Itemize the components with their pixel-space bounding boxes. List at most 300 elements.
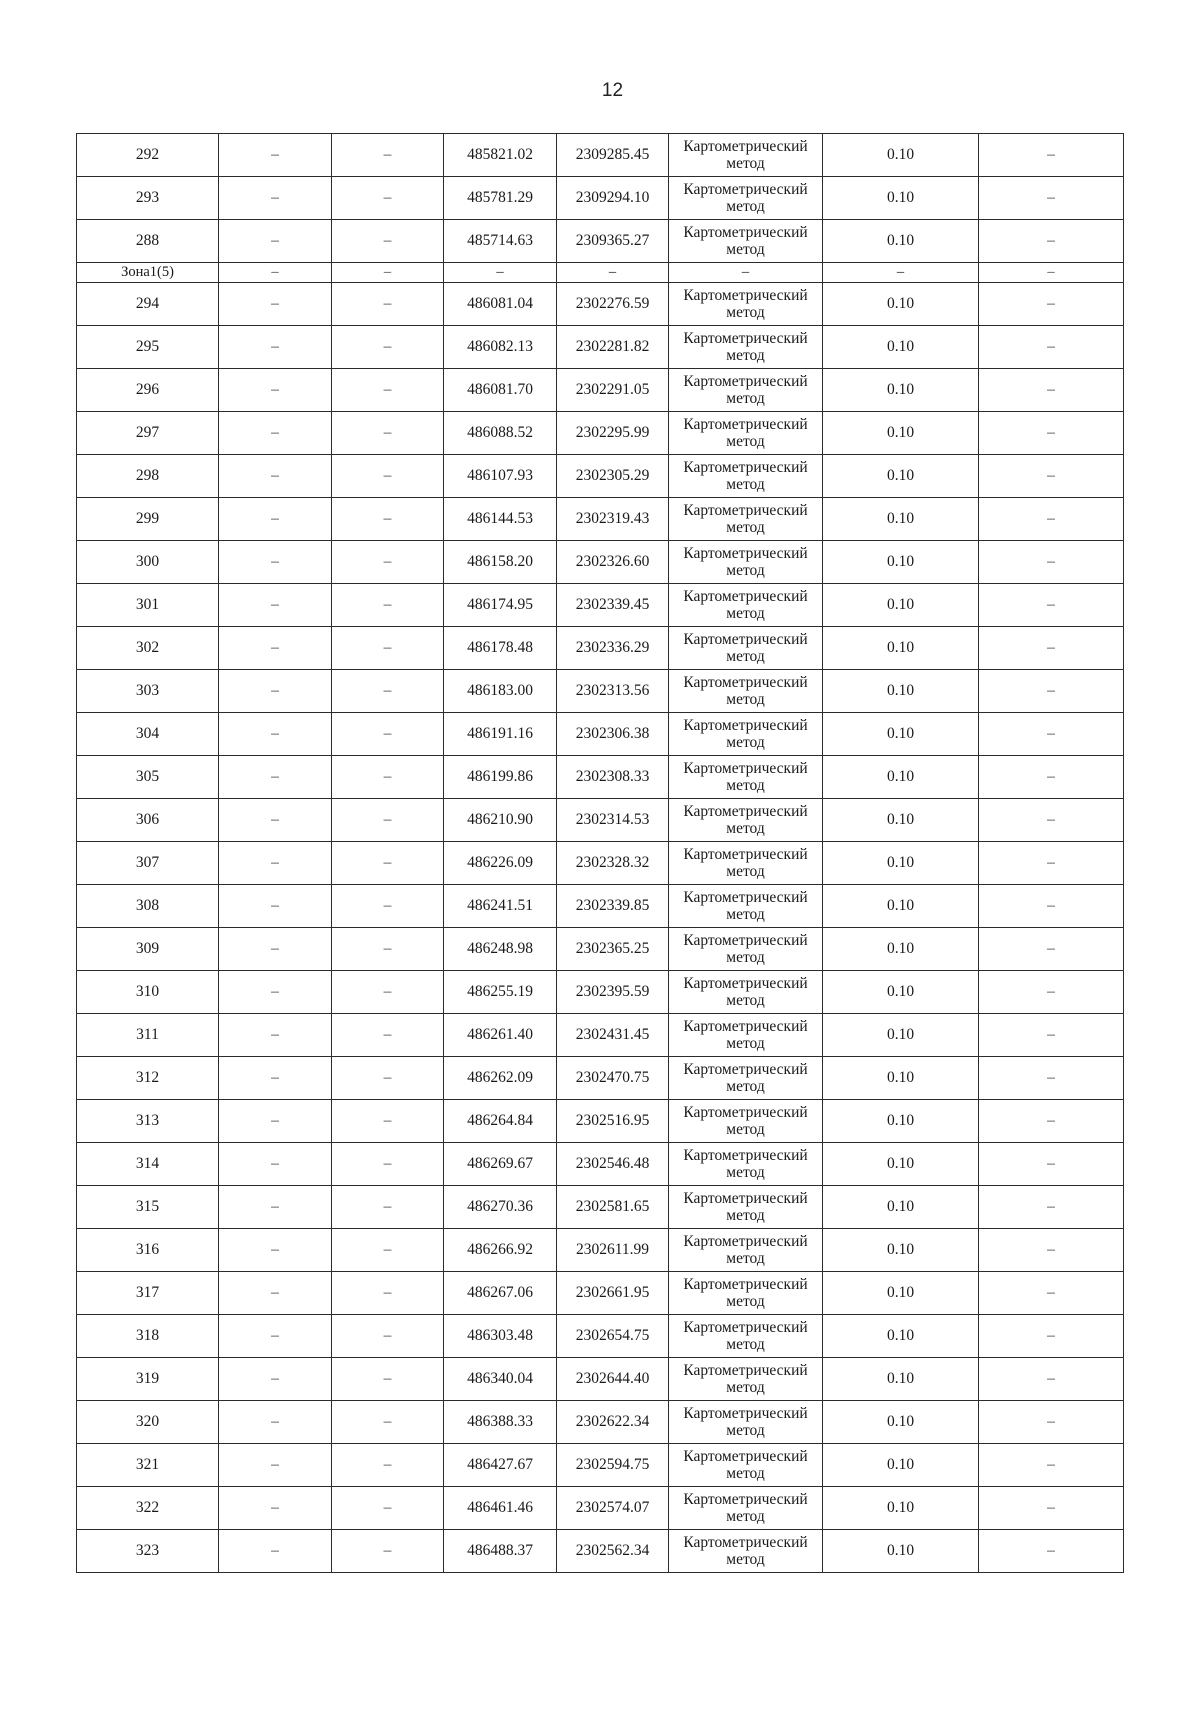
empty-cell: – [979,584,1124,627]
method-cell: – [669,263,823,283]
empty-cell: – [979,326,1124,369]
method-cell: Картометрический метод [669,713,823,756]
table-row [77,220,1124,263]
empty-cell: – [219,713,332,756]
empty-cell: – [219,369,332,412]
y-coordinate-cell: 2309294.10 [557,177,669,220]
y-coordinate-cell: 2302516.95 [557,1100,669,1143]
table-row [77,971,1124,1014]
method-cell: Картометрический метод [669,627,823,670]
accuracy-cell: 0.10 [823,1358,979,1401]
y-coordinate-cell: 2302291.05 [557,369,669,412]
y-coordinate-cell: 2302622.34 [557,1401,669,1444]
table-row [77,1057,1124,1100]
empty-cell: – [219,326,332,369]
table-row [77,842,1124,885]
x-coordinate-cell: 486269.67 [444,1143,557,1186]
method-cell: Картометрический метод [669,670,823,713]
method-cell: Картометрический метод [669,1358,823,1401]
table-row [77,584,1124,627]
x-coordinate-cell: 486199.86 [444,756,557,799]
y-coordinate-cell: 2302313.56 [557,670,669,713]
table-row [77,498,1124,541]
y-coordinate-cell: 2302574.07 [557,1487,669,1530]
empty-cell: – [219,1272,332,1315]
empty-cell: – [979,1143,1124,1186]
method-cell: Картометрический метод [669,1487,823,1530]
empty-cell: – [219,412,332,455]
table-row [77,177,1124,220]
table-row [77,541,1124,584]
x-coordinate-cell: 486178.48 [444,627,557,670]
x-coordinate-cell: 486255.19 [444,971,557,1014]
empty-cell: – [979,627,1124,670]
y-coordinate-cell: 2302276.59 [557,283,669,326]
empty-cell: – [979,1229,1124,1272]
x-coordinate-cell: 486264.84 [444,1100,557,1143]
accuracy-cell: – [823,263,979,283]
empty-cell: – [332,670,444,713]
empty-cell: – [979,928,1124,971]
empty-cell: – [979,541,1124,584]
zone-row [77,263,1124,283]
empty-cell: – [332,541,444,584]
point-number-cell: 297 [77,412,219,455]
empty-cell: – [219,263,332,283]
empty-cell: – [979,1057,1124,1100]
y-coordinate-cell: 2302314.53 [557,799,669,842]
point-number-cell: 288 [77,220,219,263]
page-number: 12 [601,80,624,101]
empty-cell: – [332,1401,444,1444]
coordinates-table [76,133,1124,1573]
point-number-cell: 303 [77,670,219,713]
accuracy-cell: 0.10 [823,1057,979,1100]
point-number-cell: 305 [77,756,219,799]
x-coordinate-cell: – [444,263,557,283]
x-coordinate-cell: 486088.52 [444,412,557,455]
empty-cell: – [979,1014,1124,1057]
x-coordinate-cell: 486427.67 [444,1444,557,1487]
empty-cell: – [219,584,332,627]
empty-cell: – [332,627,444,670]
y-coordinate-cell: 2302365.25 [557,928,669,971]
method-cell: Картометрический метод [669,1530,823,1573]
empty-cell: – [219,177,332,220]
accuracy-cell: 0.10 [823,220,979,263]
empty-cell: – [979,498,1124,541]
table-row [77,1487,1124,1530]
empty-cell: – [979,799,1124,842]
table-row [77,1315,1124,1358]
x-coordinate-cell: 486158.20 [444,541,557,584]
empty-cell: – [979,971,1124,1014]
empty-cell: – [332,134,444,177]
y-coordinate-cell: 2302654.75 [557,1315,669,1358]
empty-cell: – [219,541,332,584]
x-coordinate-cell: 486210.90 [444,799,557,842]
table-row [77,1401,1124,1444]
y-coordinate-cell: 2302295.99 [557,412,669,455]
method-cell: Картометрический метод [669,177,823,220]
empty-cell: – [979,177,1124,220]
empty-cell: – [332,412,444,455]
empty-cell: – [332,756,444,799]
accuracy-cell: 0.10 [823,928,979,971]
table-row [77,1444,1124,1487]
table-row [77,412,1124,455]
x-coordinate-cell: 486081.04 [444,283,557,326]
x-coordinate-cell: 486461.46 [444,1487,557,1530]
accuracy-cell: 0.10 [823,1014,979,1057]
point-number-cell: Зона1(5) [77,263,219,283]
empty-cell: – [219,670,332,713]
method-cell: Картометрический метод [669,799,823,842]
empty-cell: – [979,1401,1124,1444]
empty-cell: – [979,1272,1124,1315]
point-number-cell: 312 [77,1057,219,1100]
point-number-cell: 321 [77,1444,219,1487]
x-coordinate-cell: 486107.93 [444,455,557,498]
x-coordinate-cell: 486226.09 [444,842,557,885]
method-cell: Картометрический метод [669,412,823,455]
point-number-cell: 323 [77,1530,219,1573]
accuracy-cell: 0.10 [823,885,979,928]
empty-cell: – [219,627,332,670]
method-cell: Картометрический метод [669,1057,823,1100]
point-number-cell: 309 [77,928,219,971]
point-number-cell: 310 [77,971,219,1014]
method-cell: Картометрический метод [669,971,823,1014]
method-cell: Картометрический метод [669,369,823,412]
empty-cell: – [219,885,332,928]
method-cell: Картометрический метод [669,134,823,177]
empty-cell: – [219,1186,332,1229]
method-cell: Картометрический метод [669,1014,823,1057]
empty-cell: – [979,885,1124,928]
y-coordinate-cell: 2309285.45 [557,134,669,177]
empty-cell: – [219,799,332,842]
empty-cell: – [979,1315,1124,1358]
table-row [77,1229,1124,1272]
accuracy-cell: 0.10 [823,1272,979,1315]
empty-cell: – [219,283,332,326]
table-row [77,1186,1124,1229]
empty-cell: – [979,263,1124,283]
empty-cell: – [979,1100,1124,1143]
empty-cell: – [332,584,444,627]
method-cell: Картометрический метод [669,584,823,627]
x-coordinate-cell: 486303.48 [444,1315,557,1358]
method-cell: Картометрический метод [669,885,823,928]
point-number-cell: 315 [77,1186,219,1229]
empty-cell: – [332,326,444,369]
empty-cell: – [219,928,332,971]
y-coordinate-cell: 2302328.32 [557,842,669,885]
empty-cell: – [979,369,1124,412]
x-coordinate-cell: 485821.02 [444,134,557,177]
empty-cell: – [219,1530,332,1573]
method-cell: Картометрический метод [669,842,823,885]
table-row [77,1143,1124,1186]
x-coordinate-cell: 486082.13 [444,326,557,369]
empty-cell: – [332,263,444,283]
x-coordinate-cell: 486267.06 [444,1272,557,1315]
accuracy-cell: 0.10 [823,326,979,369]
table-body [77,134,1124,1573]
empty-cell: – [979,1186,1124,1229]
empty-cell: – [219,134,332,177]
accuracy-cell: 0.10 [823,134,979,177]
empty-cell: – [979,412,1124,455]
empty-cell: – [979,713,1124,756]
y-coordinate-cell: 2302306.38 [557,713,669,756]
x-coordinate-cell: 486144.53 [444,498,557,541]
x-coordinate-cell: 486081.70 [444,369,557,412]
empty-cell: – [332,1444,444,1487]
method-cell: Картометрический метод [669,1272,823,1315]
accuracy-cell: 0.10 [823,1100,979,1143]
x-coordinate-cell: 486174.95 [444,584,557,627]
empty-cell: – [332,220,444,263]
table-row [77,1272,1124,1315]
point-number-cell: 306 [77,799,219,842]
point-number-cell: 293 [77,177,219,220]
empty-cell: – [979,670,1124,713]
x-coordinate-cell: 486261.40 [444,1014,557,1057]
accuracy-cell: 0.10 [823,1229,979,1272]
point-number-cell: 311 [77,1014,219,1057]
point-number-cell: 320 [77,1401,219,1444]
table-row [77,1100,1124,1143]
point-number-cell: 313 [77,1100,219,1143]
empty-cell: – [332,971,444,1014]
accuracy-cell: 0.10 [823,1315,979,1358]
point-number-cell: 314 [77,1143,219,1186]
accuracy-cell: 0.10 [823,283,979,326]
accuracy-cell: 0.10 [823,541,979,584]
y-coordinate-cell: 2309365.27 [557,220,669,263]
table-row [77,885,1124,928]
method-cell: Картометрический метод [669,455,823,498]
empty-cell: – [332,1057,444,1100]
empty-cell: – [219,1401,332,1444]
y-coordinate-cell: 2302562.34 [557,1530,669,1573]
empty-cell: – [332,1315,444,1358]
x-coordinate-cell: 486262.09 [444,1057,557,1100]
empty-cell: – [219,1229,332,1272]
y-coordinate-cell: 2302326.60 [557,541,669,584]
point-number-cell: 294 [77,283,219,326]
x-coordinate-cell: 486266.92 [444,1229,557,1272]
y-coordinate-cell: 2302546.48 [557,1143,669,1186]
x-coordinate-cell: 485781.29 [444,177,557,220]
method-cell: Картометрический метод [669,283,823,326]
empty-cell: – [332,928,444,971]
empty-cell: – [219,498,332,541]
y-coordinate-cell: 2302339.45 [557,584,669,627]
table-row [77,1014,1124,1057]
table-row [77,134,1124,177]
table-row [77,756,1124,799]
empty-cell: – [979,455,1124,498]
point-number-cell: 304 [77,713,219,756]
empty-cell: – [332,1100,444,1143]
table-row [77,326,1124,369]
point-number-cell: 307 [77,842,219,885]
empty-cell: – [332,885,444,928]
accuracy-cell: 0.10 [823,1401,979,1444]
x-coordinate-cell: 486183.00 [444,670,557,713]
y-coordinate-cell: 2302661.95 [557,1272,669,1315]
empty-cell: – [332,1143,444,1186]
point-number-cell: 296 [77,369,219,412]
empty-cell: – [332,498,444,541]
table-row [77,283,1124,326]
y-coordinate-cell: 2302319.43 [557,498,669,541]
y-coordinate-cell: 2302281.82 [557,326,669,369]
accuracy-cell: 0.10 [823,971,979,1014]
table-row [77,627,1124,670]
empty-cell: – [332,1487,444,1530]
empty-cell: – [979,1358,1124,1401]
y-coordinate-cell: 2302644.40 [557,1358,669,1401]
empty-cell: – [332,455,444,498]
table-row [77,1530,1124,1573]
method-cell: Картометрический метод [669,1229,823,1272]
empty-cell: – [979,842,1124,885]
x-coordinate-cell: 485714.63 [444,220,557,263]
y-coordinate-cell: 2302594.75 [557,1444,669,1487]
accuracy-cell: 0.10 [823,1143,979,1186]
y-coordinate-cell: 2302339.85 [557,885,669,928]
empty-cell: – [332,1186,444,1229]
empty-cell: – [219,1014,332,1057]
point-number-cell: 317 [77,1272,219,1315]
accuracy-cell: 0.10 [823,756,979,799]
accuracy-cell: 0.10 [823,412,979,455]
x-coordinate-cell: 486241.51 [444,885,557,928]
empty-cell: – [219,756,332,799]
y-coordinate-cell: 2302308.33 [557,756,669,799]
empty-cell: – [332,1530,444,1573]
empty-cell: – [332,177,444,220]
empty-cell: – [219,455,332,498]
y-coordinate-cell: 2302336.29 [557,627,669,670]
method-cell: Картометрический метод [669,326,823,369]
y-coordinate-cell: 2302470.75 [557,1057,669,1100]
point-number-cell: 319 [77,1358,219,1401]
point-number-cell: 292 [77,134,219,177]
empty-cell: – [332,1358,444,1401]
table-row [77,369,1124,412]
empty-cell: – [979,220,1124,263]
empty-cell: – [219,1057,332,1100]
point-number-cell: 295 [77,326,219,369]
table-row [77,713,1124,756]
point-number-cell: 308 [77,885,219,928]
point-number-cell: 298 [77,455,219,498]
accuracy-cell: 0.10 [823,627,979,670]
point-number-cell: 299 [77,498,219,541]
method-cell: Картометрический метод [669,1143,823,1186]
table-row [77,455,1124,498]
point-number-cell: 302 [77,627,219,670]
empty-cell: – [219,220,332,263]
y-coordinate-cell: 2302305.29 [557,455,669,498]
y-coordinate-cell: – [557,263,669,283]
empty-cell: – [332,713,444,756]
point-number-cell: 316 [77,1229,219,1272]
method-cell: Картометрический метод [669,1315,823,1358]
empty-cell: – [979,1530,1124,1573]
empty-cell: – [219,1358,332,1401]
empty-cell: – [332,369,444,412]
empty-cell: – [979,283,1124,326]
method-cell: Картометрический метод [669,928,823,971]
point-number-cell: 301 [77,584,219,627]
accuracy-cell: 0.10 [823,584,979,627]
table-row [77,1358,1124,1401]
method-cell: Картометрический метод [669,1100,823,1143]
table-row [77,799,1124,842]
method-cell: Картометрический метод [669,1186,823,1229]
y-coordinate-cell: 2302611.99 [557,1229,669,1272]
empty-cell: – [979,1487,1124,1530]
empty-cell: – [219,842,332,885]
accuracy-cell: 0.10 [823,799,979,842]
y-coordinate-cell: 2302431.45 [557,1014,669,1057]
x-coordinate-cell: 486248.98 [444,928,557,971]
method-cell: Картометрический метод [669,220,823,263]
x-coordinate-cell: 486340.04 [444,1358,557,1401]
point-number-cell: 322 [77,1487,219,1530]
accuracy-cell: 0.10 [823,369,979,412]
empty-cell: – [332,283,444,326]
empty-cell: – [979,756,1124,799]
accuracy-cell: 0.10 [823,455,979,498]
point-number-cell: 318 [77,1315,219,1358]
x-coordinate-cell: 486191.16 [444,713,557,756]
method-cell: Картометрический метод [669,1444,823,1487]
empty-cell: – [979,134,1124,177]
y-coordinate-cell: 2302395.59 [557,971,669,1014]
method-cell: Картометрический метод [669,498,823,541]
empty-cell: – [979,1444,1124,1487]
accuracy-cell: 0.10 [823,1186,979,1229]
accuracy-cell: 0.10 [823,713,979,756]
method-cell: Картометрический метод [669,1401,823,1444]
empty-cell: – [332,799,444,842]
method-cell: Картометрический метод [669,541,823,584]
accuracy-cell: 0.10 [823,177,979,220]
accuracy-cell: 0.10 [823,1444,979,1487]
x-coordinate-cell: 486388.33 [444,1401,557,1444]
accuracy-cell: 0.10 [823,670,979,713]
empty-cell: – [219,1444,332,1487]
point-number-cell: 300 [77,541,219,584]
empty-cell: – [219,1100,332,1143]
empty-cell: – [332,1272,444,1315]
empty-cell: – [332,1229,444,1272]
x-coordinate-cell: 486270.36 [444,1186,557,1229]
x-coordinate-cell: 486488.37 [444,1530,557,1573]
empty-cell: – [219,1143,332,1186]
empty-cell: – [219,1487,332,1530]
y-coordinate-cell: 2302581.65 [557,1186,669,1229]
empty-cell: – [332,842,444,885]
table-row [77,670,1124,713]
